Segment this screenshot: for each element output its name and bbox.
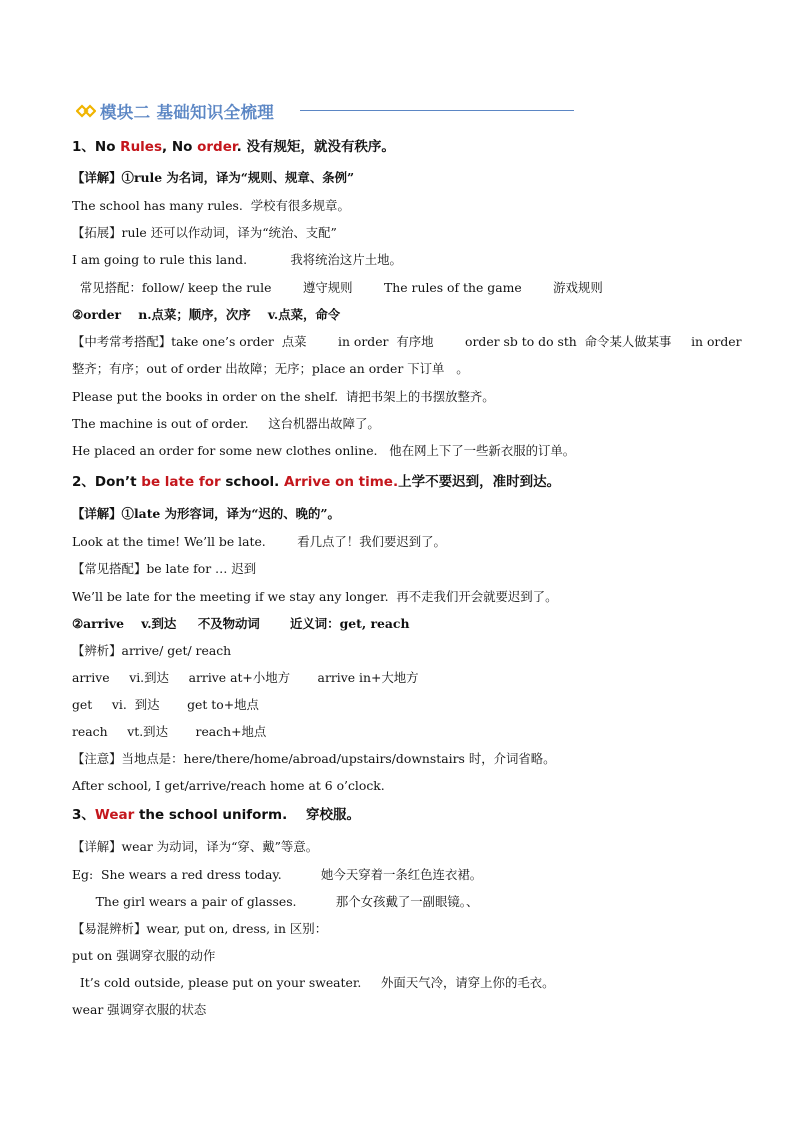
text-span: The school has many rules. 学校有很多规章。 — [72, 198, 350, 213]
text-line — [72, 534, 446, 550]
text-span: We’ll be late for the meeting if we stay any longer. 再不走我们开会就要迟到了。 — [72, 589, 558, 604]
text-line — [72, 252, 402, 268]
text-line — [72, 170, 354, 186]
text-line — [72, 670, 419, 686]
text-line — [72, 561, 256, 577]
highlighted-phrase: order — [197, 139, 237, 155]
text-span: 常见搭配：follow/ keep the rule 遵守规则 The rules of the game 游戏规则 — [72, 280, 603, 295]
text-line — [72, 751, 556, 767]
highlighted-phrase: be late for — [141, 474, 221, 490]
text-span: The machine is out of order. 这台机器出故障了。 — [72, 416, 380, 431]
text-span: ②order n.点菜；顺序，次序 v.点菜，命令 — [72, 307, 341, 322]
text-line — [72, 616, 409, 632]
text-span: Please put the books in order on the shelf. 请把书架上的书摆放整齐。 — [72, 389, 495, 404]
text-span: 2、Don’t — [72, 474, 142, 490]
text-span: get vi. 到达 get to+地点 — [72, 697, 259, 712]
text-span: . 没有规矩，就没有秩序。 — [236, 139, 395, 155]
section-heading — [72, 139, 395, 155]
text-line — [72, 334, 742, 350]
text-span: 【易混辨析】wear, put on, dress, in 区别： — [72, 921, 328, 936]
highlighted-phrase: Wear — [94, 807, 135, 823]
text-span: wear 强调穿衣服的状态 — [72, 1002, 207, 1017]
text-line — [72, 225, 337, 241]
section-heading — [72, 807, 360, 823]
text-span: 【常见搭配】be late for … 迟到 — [72, 561, 257, 576]
double-diamond-icon — [76, 103, 96, 119]
text-span: After school, I get/arrive/reach home at 6 o’clock. — [72, 778, 385, 793]
text-line — [72, 1002, 206, 1018]
text-span: Look at the time! We’ll be late. 看几点了！我们要迟到了。 — [72, 534, 446, 549]
text-line — [72, 589, 557, 605]
text-span: Eg: She wears a red dress today. 她今天穿着一条红色连衣裙。 — [72, 867, 483, 882]
text-line — [72, 894, 478, 910]
text-span: It’s cold outside, please put on your sweater. 外面天气冷，请穿上你的毛衣。 — [72, 975, 555, 990]
text-span: 整齐；有序；out of order 出故障；无序；place an order 下订单 。 — [72, 361, 469, 376]
text-line — [72, 867, 482, 883]
text-span: I am going to rule this land. 我将统治这片土地。 — [72, 252, 402, 267]
text-span: the school uniform. 穿校服。 — [134, 807, 361, 823]
text-line — [72, 921, 327, 937]
text-span: 1、No — [72, 139, 121, 155]
text-span: 3、 — [72, 807, 95, 823]
text-span: reach vt.到达 reach+地点 — [72, 724, 267, 739]
text-line — [72, 416, 380, 432]
section-heading — [72, 474, 560, 490]
text-span: put on 强调穿衣服的动作 — [72, 948, 216, 963]
text-span: 【辨析】arrive/ get/ reach — [72, 643, 232, 658]
text-line — [72, 778, 385, 794]
module-title: 模块二 基础知识全梳理 — [100, 103, 275, 122]
text-line — [72, 506, 340, 522]
text-span: school. — [220, 474, 285, 490]
text-span: The girl wears a pair of glasses. 那个女孩戴了一副眼镜。、 — [72, 894, 479, 909]
text-span: He placed an order for some new clothes online. 他在网上下了一些新衣服的订单。 — [72, 443, 576, 458]
text-span: 【详解】①rule 为名词，译为“规则、规章、条例” — [72, 170, 355, 185]
text-span: 【注意】当地点是：here/there/home/abroad/upstairs/downstairs 时，介词省略。 — [72, 751, 556, 766]
text-span: 【拓展】rule 还可以作动词，译为“统治、支配” — [72, 225, 337, 240]
text-span: arrive vi.到达 arrive at+小地方 arrive in+大地方 — [72, 670, 419, 685]
text-line — [72, 948, 215, 964]
text-line — [72, 697, 259, 713]
text-line — [72, 724, 266, 740]
text-span: , No — [162, 139, 198, 155]
text-span: 【中考常考搭配】take one’s order 点菜 in order 有序地 order sb to do sth 命令某人做某事 in order — [72, 334, 742, 349]
text-span: ②arrive v.到达 不及物动词 近义词：get, reach — [72, 616, 410, 631]
text-line — [72, 443, 575, 459]
text-span: 上学不要迟到，准时到达。 — [398, 474, 561, 490]
text-line — [72, 643, 231, 659]
text-line — [72, 839, 318, 855]
module-divider — [300, 110, 574, 111]
highlighted-phrase: Rules — [120, 139, 162, 155]
highlighted-phrase: Arrive on time. — [284, 474, 399, 490]
text-line — [72, 280, 603, 296]
text-line — [72, 975, 555, 991]
text-line — [72, 361, 469, 377]
module-header — [76, 100, 274, 122]
text-line — [72, 389, 495, 405]
text-line — [72, 198, 350, 214]
text-span: 【详解】①late 为形容词，译为“迟的、晚的”。 — [72, 506, 340, 521]
text-span: 【详解】wear 为动词，译为“穿、戴”等意。 — [72, 839, 319, 854]
text-line — [72, 307, 340, 323]
